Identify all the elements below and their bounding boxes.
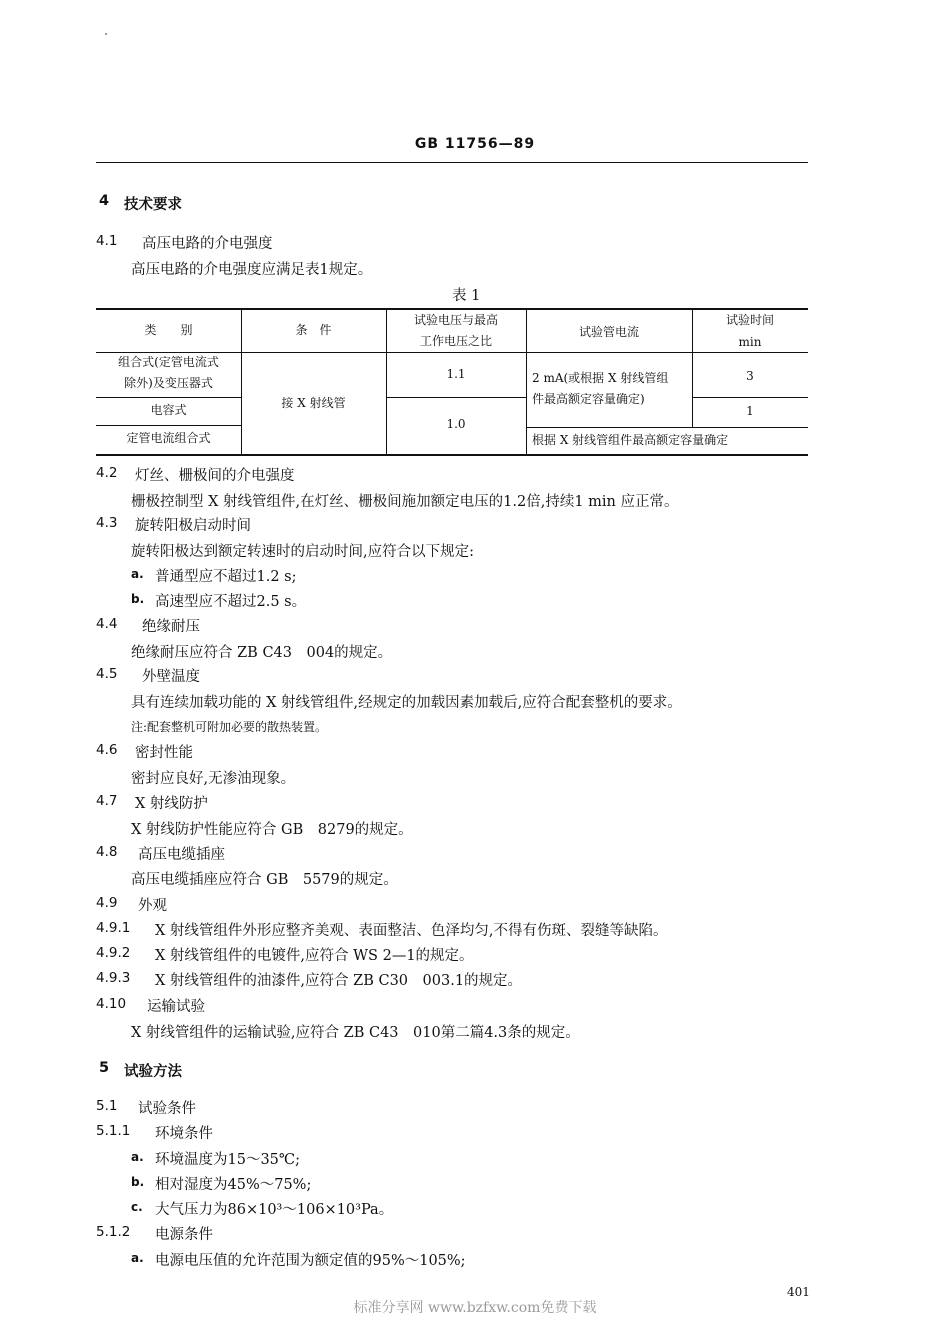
clause-4-7-number: 4.7 [96,793,118,809]
ratio-value-1: 1.1 [446,367,466,381]
clause-5-1-2-item-a-text: 电源电压值的允许范围为额定值的95%～105%; [155,1253,466,1269]
table-caption: 表 1 [452,288,481,304]
clause-4-3-item-a-text: 普通型应不超过1.2 s; [155,569,297,585]
clause-4-2-number: 4.2 [96,465,118,481]
clause-4-5-text: 具有连续加载功能的 X 射线管组件,经规定的加载因素加载后,应符合配套整机的要求。 [131,695,682,711]
clause-5-1-1-item-b-label: b. [131,1175,145,1189]
row3-type: 定管电流组合式 [126,431,211,445]
clause-5-1-2-title: 电源条件 [155,1227,213,1243]
clause-5-1-title: 试验条件 [138,1101,196,1117]
header-rule [96,162,808,163]
th-type: 类 别 [144,323,193,337]
clause-5-1-1-item-b-text: 相对湿度为45%～75%; [155,1177,312,1193]
th-ratio-1: 试验电压与最高 [413,313,498,327]
th-time-1: 试验时间 [725,313,774,327]
clause-4-2-title: 灯丝、栅极间的介电强度 [135,468,295,484]
clause-4-7-title: X 射线防护 [135,796,208,812]
section-5-title: 试验方法 [124,1064,182,1080]
clause-4-6-number: 4.6 [96,742,118,758]
current-row3: 根据 X 射线管组件最高额定容量确定 [532,433,729,447]
clause-4-3-item-b-text: 高速型应不超过2.5 s。 [155,594,307,610]
th-current: 试验管电流 [578,325,639,339]
clause-4-6-title: 密封性能 [135,745,193,761]
clause-4-10-text: X 射线管组件的运输试验,应符合 ZB C43 010第二篇4.3条的规定。 [131,1025,580,1041]
clause-5-1-2-number: 5.1.2 [96,1224,131,1240]
row1-type-line1: 组合式(定管电流式 [118,355,219,369]
time-value-1: 3 [746,369,754,383]
clause-4-7-text: X 射线防护性能应符合 GB 8279的规定。 [131,822,413,838]
standard-code: GB 11756—89 [414,136,536,152]
clause-4-8-text: 高压电缆插座应符合 GB 5579的规定。 [131,872,398,888]
clause-4-9-3-text: X 射线管组件的油漆件,应符合 ZB C30 003.1的规定。 [155,973,523,989]
clause-4-5-title: 外壁温度 [142,669,200,685]
clause-4-5-note: 注:配套整机可附加必要的散热装置。 [131,720,328,734]
clause-5-1-1-item-c-label: c. [131,1200,143,1214]
th-ratio-2: 工作电压之比 [419,334,492,348]
clause-5-1-1-title: 环境条件 [155,1126,213,1142]
clause-4-4-text: 绝缘耐压应符合 ZB C43 004的规定。 [131,645,393,661]
table-1 [96,308,808,456]
clause-4-8-number: 4.8 [96,844,118,860]
clause-4-2-text: 栅极控制型 X 射线管组件,在灯丝、栅极间施加额定电压的1.2倍,持续1 min 应正常。 [131,494,679,510]
row1-type-line2: 除外)及变压器式 [124,376,213,390]
clause-4-3-number: 4.3 [96,515,118,531]
clause-5-1-1-item-c-text: 大气压力为86×10³～106×10³Pa。 [155,1202,394,1218]
scan-speck [105,33,107,35]
page-number: 401 [787,1285,810,1299]
clause-4-10-number: 4.10 [96,996,127,1012]
clause-4-8-title: 高压电缆插座 [138,847,225,863]
th-condition: 条 件 [295,323,332,337]
clause-4-9-2-number: 4.9.2 [96,945,131,961]
clause-4-9-1-text: X 射线管组件外形应整齐美观、表面整洁、色泽均匀,不得有伤斑、裂缝等缺陷。 [155,923,668,939]
clause-4-3-title: 旋转阳极启动时间 [135,518,251,534]
clause-5-1-1-item-a-text: 环境温度为15～35℃; [155,1152,301,1168]
clause-5-1-1-item-a-label: a. [131,1150,144,1164]
ratio-value-2: 1.0 [446,417,466,431]
section-4-number: 4 [99,193,110,209]
section-4-title: 技术要求 [124,197,182,213]
clause-4-6-text: 密封应良好,无渗油现象。 [131,771,296,787]
condition-value: 接 X 射线管 [281,396,346,410]
current-line2: 件最高额定容量确定) [532,392,645,406]
time-value-2: 1 [746,404,754,418]
clause-4-9-1-number: 4.9.1 [96,920,131,936]
clause-5-1-number: 5.1 [96,1098,118,1114]
current-line1: 2 mA(或根据 X 射线管组 [532,371,669,385]
clause-4-3-text: 旋转阳极达到额定转速时的启动时间,应符合以下规定: [131,544,474,560]
clause-4-9-3-number: 4.9.3 [96,970,131,986]
clause-4-1-number: 4.1 [96,233,118,249]
row2-type: 电容式 [150,403,187,417]
clause-4-4-number: 4.4 [96,616,118,632]
clause-4-5-number: 4.5 [96,666,118,682]
th-time-2: min [738,335,762,349]
clause-4-1-text: 高压电路的介电强度应满足表1规定。 [131,262,373,278]
clause-5-1-1-number: 5.1.1 [96,1123,131,1139]
clause-4-9-number: 4.9 [96,895,118,911]
clause-4-3-item-a-label: a. [131,567,144,581]
clause-4-3-item-b-label: b. [131,592,145,606]
clause-4-9-title: 外观 [138,898,167,914]
clause-4-1-title: 高压电路的介电强度 [142,236,273,252]
clause-4-4-title: 绝缘耐压 [142,619,200,635]
watermark-text: 标准分享网 www.bzfxw.com免费下载 [353,1300,597,1316]
clause-4-9-2-text: X 射线管组件的电镀件,应符合 WS 2—1的规定。 [155,948,474,964]
section-5-number: 5 [99,1060,110,1076]
clause-4-10-title: 运输试验 [147,999,205,1015]
clause-5-1-2-item-a-label: a. [131,1251,144,1265]
